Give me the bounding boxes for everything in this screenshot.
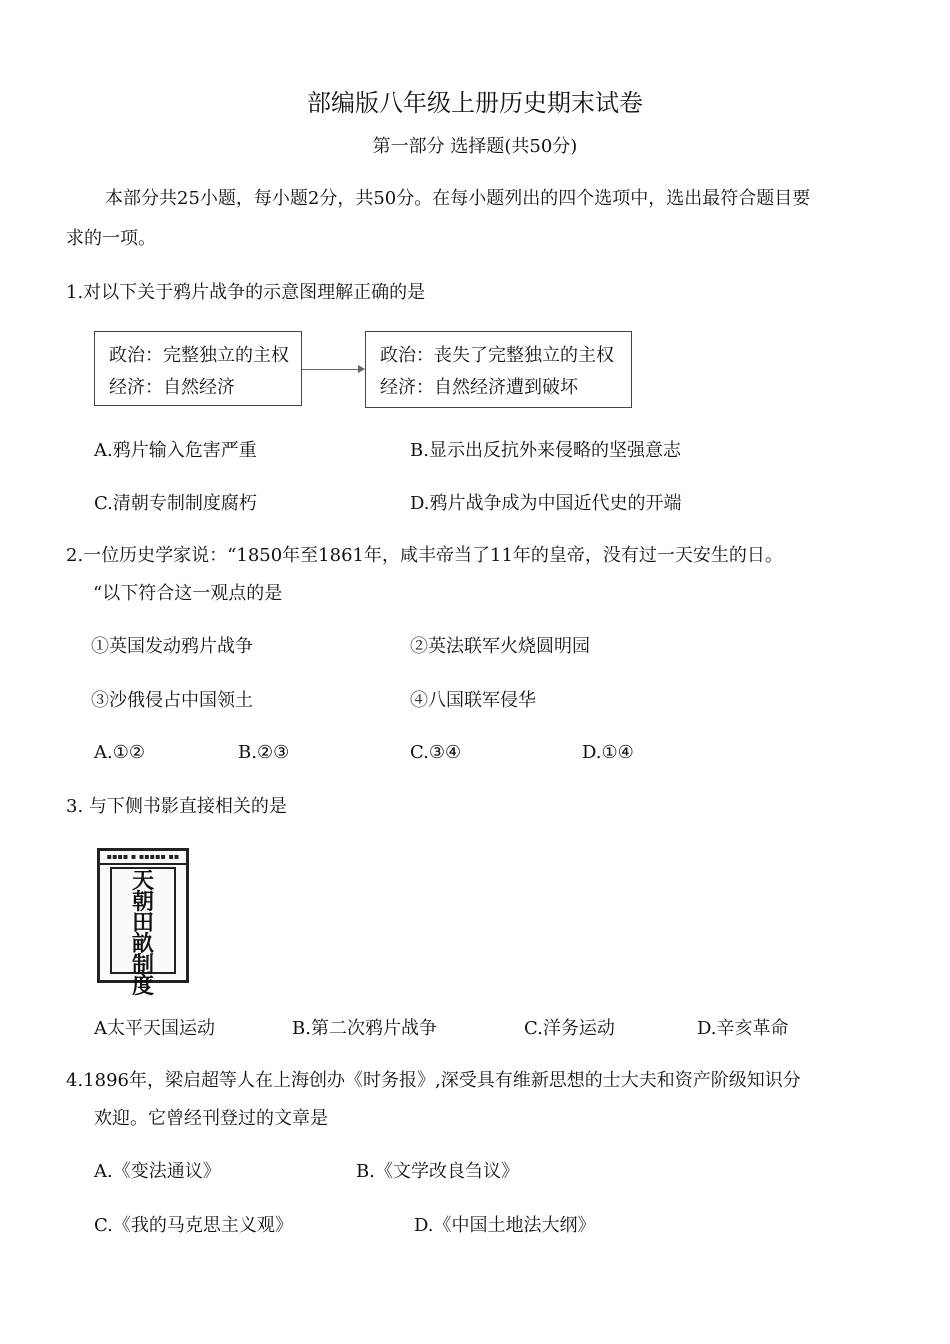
question-2-stem-line-1: 2.一位历史学家说：“1850年至1861年，咸丰帝当了11年的皇帝，没有过一天安生的日。 xyxy=(66,545,783,566)
q2-item-1: ①英国发动鸦片战争 xyxy=(91,636,253,657)
book-cover-image xyxy=(97,848,189,999)
q1-option-c: C.清朝专制制度腐朽 xyxy=(94,493,257,514)
q3-option-d: D.辛亥革命 xyxy=(697,1018,789,1039)
diagram-box-after xyxy=(365,331,632,408)
q3-option-a: A太平天国运动 xyxy=(94,1018,215,1039)
q1-option-d: D.鸦片战争成为中国近代史的开端 xyxy=(410,493,682,514)
question-4-stem-line-2: 欢迎。它曾经刊登过的文章是 xyxy=(94,1108,328,1129)
q2-item-3: ③沙俄侵占中国领土 xyxy=(91,690,253,711)
q4-option-d: D.《中国土地法大纲》 xyxy=(414,1215,596,1236)
question-2-stem-line-2: “以下符合这一观点的是 xyxy=(93,583,283,604)
q4-option-a: A.《变法通议》 xyxy=(94,1161,221,1182)
book-cover-title: 天朝田畝制度 xyxy=(131,868,154,999)
q1-option-b: B.显示出反抗外来侵略的坚强意志 xyxy=(410,440,681,461)
instructions-line-1: 本部分共25小题，每小题2分，共50分。在每小题列出的四个选项中，选出最符合题目要 xyxy=(105,188,811,209)
q2-option-a: A.①② xyxy=(94,742,145,763)
q3-option-b: B.第二次鸦片战争 xyxy=(292,1018,437,1039)
diagram-box-before xyxy=(94,331,302,406)
diagram-arrow xyxy=(302,369,363,370)
page-title: 部编版八年级上册历史期末试卷 xyxy=(307,89,643,117)
book-cover-frame xyxy=(110,867,176,999)
q2-option-b: B.②③ xyxy=(238,742,290,763)
q2-item-4: ④八国联军侵华 xyxy=(410,690,536,711)
diagram-before-politics: 政治：完整独立的主权 xyxy=(109,345,289,366)
section-heading: 第一部分 选择题(共50分) xyxy=(372,136,578,157)
question-3-stem: 3. 与下侧书影直接相关的是 xyxy=(66,796,287,817)
question-4-stem-line-1: 4.1896年，梁启超等人在上海创办《时务报》,深受具有维新思想的士大夫和资产阶级知识分 xyxy=(66,1070,801,1091)
book-cover-header: ▪▪▪▪ ▪ ▪▪▪▪▪ ▪▪ xyxy=(100,851,186,865)
q1-option-a: A.鸦片输入危害严重 xyxy=(94,440,257,461)
q2-option-c: C.③④ xyxy=(410,742,462,763)
diagram-after-politics: 政治：丧失了完整独立的主权 xyxy=(380,345,614,366)
q2-option-d: D.①④ xyxy=(582,742,634,763)
question-1-stem: 1.对以下关于鸦片战争的示意图理解正确的是 xyxy=(66,282,426,303)
diagram-before-economy: 经济：自然经济 xyxy=(109,377,235,398)
instructions-line-2: 求的一项。 xyxy=(66,228,156,249)
q4-option-b: B.《文学改良刍议》 xyxy=(356,1161,519,1182)
q3-option-c: C.洋务运动 xyxy=(524,1018,615,1039)
diagram-after-economy: 经济：自然经济遭到破坏 xyxy=(380,377,578,398)
q4-option-c: C.《我的马克思主义观》 xyxy=(94,1215,293,1236)
q2-item-2: ②英法联军火烧圆明园 xyxy=(410,636,590,657)
